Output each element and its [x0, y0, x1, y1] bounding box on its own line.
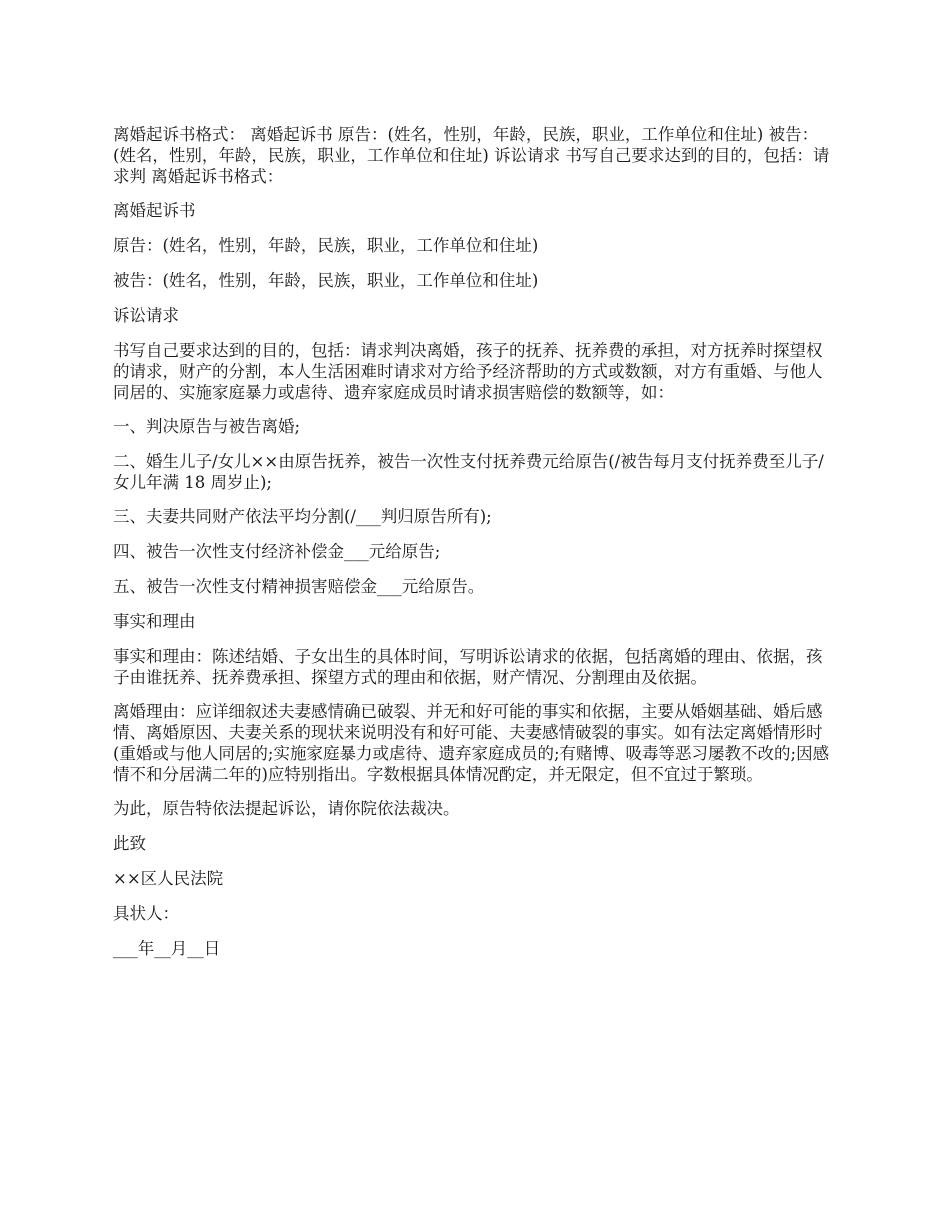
facts-heading: 事实和理由	[113, 612, 196, 631]
claims-description: 书写自己要求达到的目的，包括：请求判决离婚，孩子的抚养、抚养费的承担，对方抚养时探望权的请求，财产的分割，本人生活困难时请求对方给予经济帮助的方式或数额，对方有重婚、与他人同居的、实施家庭暴力或虐待、遗弃家庭成员时请求损害赔偿的数额等，如：	[113, 341, 823, 402]
claim-item-5: 五、被告一次性支付精神损害赔偿金___元给原告。	[113, 577, 485, 596]
claim-item-3: 三、夫妻共同财产依法平均分割(/___判归原告所有);	[113, 507, 492, 526]
plaintiff-line: 原告：(姓名，性别，年龄，民族，职业，工作单位和住址)	[113, 236, 539, 255]
divorce-reason-paragraph: 离婚理由：应详细叙述夫妻感情确已破裂、并无和好可能的事实和依据，主要从婚姻基础、婚后感情、离婚原因、夫妻关系的现状来说明没有和好可能、夫妻感情破裂的事实。如有法定离婚情形时(重婚或与他人同居的;实施家庭暴力或虐待、遗弃家庭成员的;有赌博、吸毒等恶习屡教不改的;因感情不和分居满二年的)应特别指出。字数根据具体情况酌定，并无限定，但不宜过于繁琐。	[113, 702, 830, 784]
document-body	[113, 124, 833, 973]
facts-paragraph: 事实和理由：陈述结婚、子女出生的具体时间，写明诉讼请求的依据，包括离婚的理由、依据，孩子由谁抚养、抚养费承担、探望方式的理由和依据，财产情况、分割理由及依据。	[113, 647, 823, 687]
claims-heading: 诉讼请求	[113, 306, 179, 325]
claim-item-1: 一、判决原告与被告离婚;	[113, 417, 301, 436]
claim-item-2: 二、婚生儿子/女儿××由原告抚养，被告一次性支付抚养费元给原告(/被告每月支付抚养费至儿子/女儿年满 18 周岁止);	[113, 452, 824, 492]
intro-paragraph: 离婚起诉书格式： 离婚起诉书 原告：(姓名，性别，年龄，民族，职业，工作单位和住址) 被告：(姓名，性别，年龄，民族，职业，工作单位和住址) 诉讼请求 书写自己要求达到的目的，包括：请求判 离婚起诉书格式：	[113, 125, 830, 186]
date-line: ___年__月__日	[113, 939, 221, 958]
salutation-line: 此致	[113, 834, 146, 853]
document-title: 离婚起诉书	[113, 201, 196, 220]
claim-item-4: 四、被告一次性支付经济补偿金___元给原告;	[113, 542, 441, 561]
conclusion-line: 为此，原告特依法提起诉讼，请你院依法裁决。	[113, 799, 460, 818]
court-name: ××区人民法院	[113, 869, 224, 888]
defendant-line: 被告：(姓名，性别，年龄，民族，职业，工作单位和住址)	[113, 271, 539, 290]
signer-line: 具状人：	[113, 904, 179, 923]
